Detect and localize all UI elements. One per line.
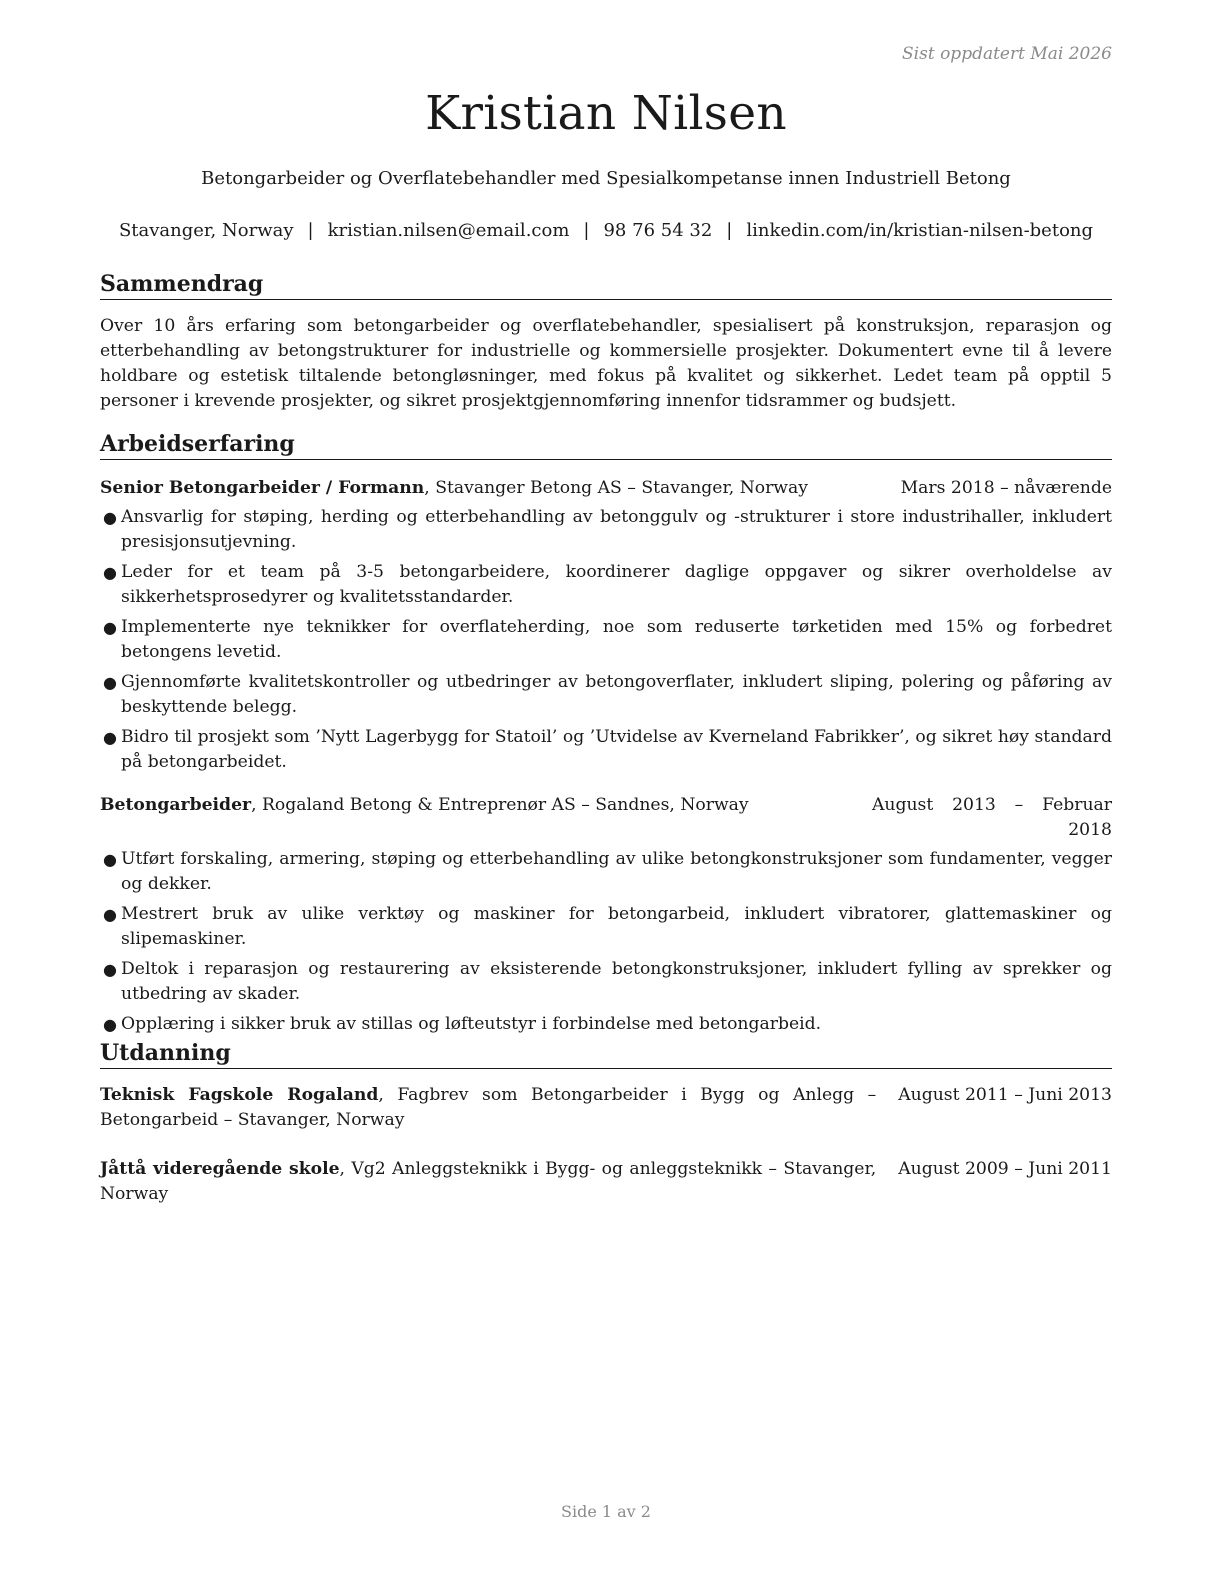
education-text — [100, 1083, 876, 1133]
bullet-text: Ansvarlig for støping, herding og etterbehandling av betonggulv og -strukturer i store industrihaller, inkludert presisjonsutjevning. — [121, 507, 1112, 552]
bullet-text: Mestrert bruk av ulike verktøy og maskiner for betongarbeid, inkludert vibratorer, glattemaskiner og slipemaskiner. — [121, 904, 1112, 949]
list-item — [100, 505, 1112, 555]
job-entry — [100, 476, 1112, 775]
list-item — [100, 1012, 1112, 1037]
contact-location: Stavanger, Norway — [118, 220, 294, 241]
last-updated: Sist oppdatert Mai 2026 — [902, 44, 1112, 64]
bullet-icon: ● — [103, 508, 117, 527]
education-school: Jåttå videregående skole — [100, 1159, 340, 1179]
job-dates: August 2013 – Februar 2018 — [872, 795, 1112, 840]
contact-separator: | — [583, 220, 590, 241]
experience-section — [100, 430, 1112, 1042]
list-item — [100, 847, 1112, 897]
bullet-text: Leder for et team på 3-5 betongarbeidere, koordinerer daglige oppgaver og sikrer overholdelse av sikkerhetsprosedyrer og kvalitetsstandarder. — [121, 562, 1112, 607]
bullet-text: Bidro til prosjekt som ’Nytt Lagerbygg for Statoil’ og ’Utvidelse av Kverneland Fabrikker’, og sikret høy standard på betongarbeidet. — [121, 727, 1112, 772]
job-title-line — [100, 793, 852, 843]
contact-separator: | — [726, 220, 733, 241]
education-dates: August 2009 – Juni 2011 — [898, 1159, 1112, 1179]
summary-section — [100, 270, 1112, 414]
education-detail: , Fagbrev som Betongarbeider i Bygg og Anlegg – Betongarbeid – Stavanger, Norway — [100, 1085, 877, 1130]
section-title-summary: Sammendrag — [100, 270, 1112, 300]
list-item — [100, 615, 1112, 665]
bullet-icon: ● — [103, 563, 117, 582]
bullet-icon: ● — [103, 905, 117, 924]
headline: Betongarbeider og Overflatebehandler med Spesialkompetanse innen Industriell Betong — [201, 168, 1011, 189]
job-bullets — [100, 847, 1112, 1037]
list-item — [100, 902, 1112, 952]
bullet-icon: ● — [103, 673, 117, 692]
bullet-icon: ● — [103, 728, 117, 747]
summary-text: Over 10 års erfaring som betongarbeider og overflatebehandler, spesialisert på konstruksjon, reparasjon og etterbehandling av betongstrukturer for industrielle og kommersielle prosjekter. Dokumentert evne til å levere holdbare og estetisk tiltalende betongløsninger, med fokus på kvalitet og sikkerhet. Ledet team på opptil 5 personer i krevende prosjekter, og sikret prosjektgjennomføring innenfor tidsrammer og budsjett. — [100, 316, 1112, 411]
list-item — [100, 670, 1112, 720]
job-role: Betongarbeider — [100, 795, 252, 815]
bullet-icon: ● — [103, 618, 117, 637]
bullet-text: Implementerte nye teknikker for overflateherding, noe som reduserte tørketiden med 15% og forbedret betongens levetid. — [121, 617, 1112, 662]
bullet-icon: ● — [103, 850, 117, 869]
section-title-education: Utdanning — [100, 1039, 1112, 1069]
bullet-text: Deltok i reparasjon og restaurering av eksisterende betongkonstruksjoner, inkludert fylling av sprekker og utbedring av skader. — [121, 959, 1112, 1004]
job-header — [100, 476, 1112, 501]
education-detail: , Vg2 Anleggsteknikk i Bygg- og anleggsteknikk – Stavanger, Norway — [100, 1159, 877, 1204]
education-text — [100, 1157, 876, 1207]
contact-separator: | — [307, 220, 314, 241]
education-school: Teknisk Fagskole Rogaland — [100, 1085, 379, 1105]
job-dates: Mars 2018 – nåværende — [900, 478, 1112, 498]
bullet-text: Opplæring i sikker bruk av stillas og løfteutstyr i forbindelse med betongarbeid. — [121, 1014, 822, 1034]
contact-linkedin[interactable]: linkedin.com/in/kristian-nilsen-betong — [746, 220, 1094, 241]
job-role: Senior Betongarbeider / Formann — [100, 478, 425, 498]
candidate-name: Kristian Nilsen — [425, 86, 787, 141]
job-header — [100, 793, 1112, 843]
bullet-text: Utført forskaling, armering, støping og etterbehandling av ulike betongkonstruksjoner som fundamenter, vegger og dekker. — [121, 849, 1112, 894]
education-section — [100, 1039, 1112, 1207]
list-item — [100, 957, 1112, 1007]
education-entry — [100, 1083, 1112, 1133]
bullet-icon: ● — [103, 1015, 117, 1034]
contact-email[interactable]: kristian.nilsen@email.com — [327, 220, 570, 241]
job-org: , Stavanger Betong AS – Stavanger, Norway — [424, 478, 808, 498]
bullet-icon: ● — [103, 960, 117, 979]
resume-page — [100, 0, 1112, 1584]
list-item — [100, 560, 1112, 610]
education-dates: August 2011 – Juni 2013 — [898, 1085, 1112, 1105]
job-org: , Rogaland Betong & Entreprenør AS – Sandnes, Norway — [251, 795, 749, 815]
job-title-line — [100, 476, 881, 501]
job-bullets — [100, 505, 1112, 775]
contact-line — [100, 220, 1112, 241]
job-entry — [100, 793, 1112, 1037]
education-entry — [100, 1157, 1112, 1207]
section-title-experience: Arbeidserfaring — [100, 430, 1112, 460]
bullet-text: Gjennomførte kvalitetskontroller og utbedringer av betongoverflater, inkludert sliping, polering og påføring av beskyttende belegg. — [121, 672, 1112, 717]
page-number: Side 1 av 2 — [561, 1502, 651, 1521]
list-item — [100, 725, 1112, 775]
contact-phone: 98 76 54 32 — [603, 220, 713, 241]
